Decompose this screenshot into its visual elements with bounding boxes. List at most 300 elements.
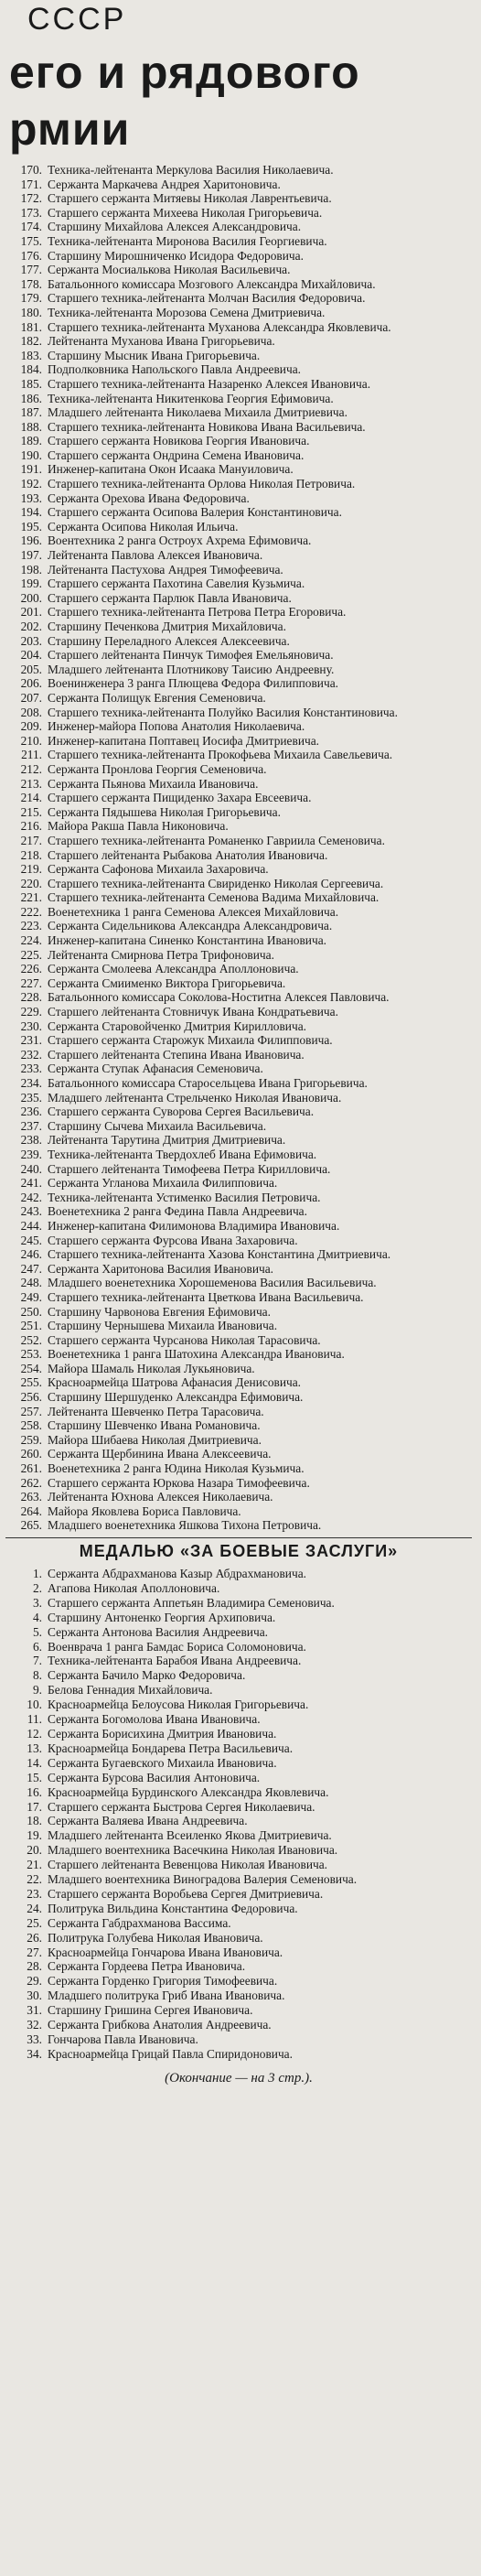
entry-text: Сержанта Габдрахманова Вассима. [48,1915,231,1930]
entry-number: 170. [20,163,42,177]
entry-text: Сержанта Орехова Ивана Федоровича. [48,490,250,505]
entry-number: 190. [20,447,42,462]
list-item [5,1828,472,1843]
list-item [5,1262,472,1277]
list-item [5,1390,472,1405]
entry-number: 250. [20,1304,42,1319]
entry-text: Сержанта Харитонова Василия Ивановича. [48,1261,274,1276]
entry-text: Младшего лейтенанта Стрельченко Николая Ивановича. [48,1090,342,1105]
list-item [5,1567,472,1581]
list-item [5,719,472,734]
entry-number: 228. [20,990,42,1005]
entry-number: 1. [32,1567,42,1580]
entry-text: Инженер-капитана Поптавец Иосифа Дмитриевича. [48,733,320,748]
entry-text: Сержанта Грибкова Анатолия Андреевича. [48,2018,272,2032]
entry-text: Старшего сержанта Старожук Михаила Филипповича. [48,1033,333,1048]
entry-text: Старшего техника-лейтенанта Свириденко Николая Сергеевича. [48,876,384,890]
entry-text: Подполковника Напольского Павла Андреевича. [48,362,301,377]
list-item [5,2047,472,2062]
entry-number: 196. [20,534,42,548]
list-item [5,1191,472,1205]
list-item [5,1611,472,1625]
entry-text: Старшего сержанта Аппетьян Владимира Семеновича. [48,1595,335,1610]
entry-number: 173. [20,205,42,220]
entry-text: Военетехника 2 ранга Федина Павла Андреевича. [48,1204,307,1219]
entry-text: Майора Шибаева Николая Дмитриевича. [48,1432,262,1447]
entry-text: Военетехника 1 ранга Семенова Алексея Михайловича. [48,904,339,919]
entry-text: Старшего сержанта Ондрина Семена Ивановича. [48,447,305,462]
list-item [5,1518,472,1533]
entry-text: Майора Яковлева Бориса Павловича. [48,1504,241,1518]
entry-text: Сержанта Бачило Марко Федоровича. [48,1668,246,1683]
entry-text: Военинженера 3 ранга Плющева Федора Филипповича. [48,676,339,691]
list-item [5,206,472,221]
entry-number: 233. [20,1062,42,1076]
entry-text: Красноармейца Бондарева Петра Васильевича. [48,1741,294,1755]
list-item [5,1974,472,1989]
list-item [5,777,472,792]
list-item [5,834,472,848]
list-item [5,1800,472,1815]
entry-number: 4. [32,1610,42,1624]
entry-number: 235. [20,1090,42,1105]
list-item [5,1727,472,1741]
entry-number: 172. [20,191,42,206]
list-item [5,306,472,320]
entry-text: Старшину Гришина Сергея Ивановича. [48,2003,253,2018]
list-item [5,962,472,976]
entry-number: 17. [27,1799,42,1814]
list-item [5,591,472,606]
list-item [5,706,472,720]
entry-text: Гончарова Павла Ивановича. [48,2032,198,2046]
entry-number: 245. [20,1233,42,1247]
list-item [5,1076,472,1091]
entry-number: 231. [20,1033,42,1048]
list-item [5,691,472,706]
list-item [5,520,472,534]
list-item [5,2018,472,2032]
list-item [5,848,472,863]
entry-number: 265. [20,1518,42,1533]
entry-text: Старшину Чернышева Михаила Ивановича. [48,1319,278,1333]
entry-number: 24. [27,1901,42,1915]
list-item [5,1741,472,1756]
entry-number: 197. [20,548,42,563]
entry-text: Старшего лейтенанта Рыбакова Анатолия Ивановича. [48,847,328,862]
list-item [5,1872,472,1887]
list-item [5,263,472,277]
entry-text: Техника-лейтенанта Меркулова Василия Николаевича. [48,163,334,177]
entry-number: 256. [20,1390,42,1405]
entry-number: 181. [20,319,42,334]
list-item [5,1418,472,1433]
entry-text: Батальонного комиссара Мозгового Александра Михайловича. [48,276,376,291]
entry-number: 185. [20,376,42,391]
entry-text: Сержанта Бурсова Василия Антоновича. [48,1770,261,1784]
entry-text: Младшего военетехника Яшкова Тихона Петровича. [48,1518,322,1533]
entry-number: 20. [27,1843,42,1858]
entry-text: Воентехника 2 ранга Остроух Ахрема Ефимовича. [48,534,312,548]
list-item [5,1989,472,2003]
list-item [5,349,472,363]
entry-text: Старшего сержанта Парлюк Павла Ивановича. [48,590,292,605]
entry-number: 239. [20,1147,42,1161]
header-line-2: его и рядового [9,47,360,98]
list-item [5,1771,472,1785]
entry-text: Инженер-капитана Филимонова Владимира Ивановича. [48,1218,340,1233]
medal-section-title: МЕДАЛЬЮ «ЗА БОЕВЫЕ ЗАСЛУГИ» [79,1542,399,1560]
entry-text: Красноармейца Шатрова Афанасия Денисовича. [48,1375,302,1390]
entry-number: 16. [27,1784,42,1799]
list-item [5,434,472,448]
list-item [5,990,472,1005]
list-item [5,905,472,920]
entry-number: 238. [20,1133,42,1148]
entry-number: 186. [20,391,42,405]
entry-text: Красноармейца Гончарова Ивана Ивановича. [48,1945,283,1959]
entry-number: 224. [20,933,42,948]
entry-text: Майора Шамаль Николая Лукьяновича. [48,1361,255,1375]
entry-number: 31. [27,2003,42,2018]
entry-number: 251. [20,1319,42,1333]
entry-number: 22. [27,1872,42,1887]
list-item [5,1005,472,1019]
entry-text: Сержанта Валяева Ивана Андреевича. [48,1814,248,1828]
list-item [5,1916,472,1931]
entry-text: Белова Геннадия Михайловича. [48,1683,213,1698]
entry-text: Старшего лейтенанта Пинчук Тимофея Емельяновича. [48,648,334,663]
list-item [5,634,472,649]
entry-text: Старшего сержанта Осипова Валерия Константиновича. [48,505,342,520]
entry-text: Старшего сержанта Новикова Георгия Ивановича. [48,434,310,448]
entry-text: Сержанта Пронлова Георгия Семеновича. [48,761,267,776]
entry-text: Сержанта Богомолова Ивана Ивановича. [48,1712,261,1727]
list-item [5,1290,472,1305]
entry-text: Техника-лейтенанта Миронова Василия Георгиевича. [48,233,327,248]
entry-text: Младшего воентехника Васечкина Николая Ивановича. [48,1843,338,1858]
list-item [5,1490,472,1504]
entry-text: Сержанта Антонова Василия Андреевича. [48,1624,268,1639]
list-item [5,1931,472,1945]
entry-text: Батальонного комиссара Старосельцева Ивана Григорьевича. [48,1076,368,1090]
list-item [5,1162,472,1177]
entry-number: 177. [20,263,42,277]
list-item [5,1683,472,1698]
entry-number: 230. [20,1019,42,1033]
list-item [5,1105,472,1119]
list-item [5,1640,472,1654]
entry-number: 217. [20,833,42,847]
entry-text: Лейтенанта Тарутина Дмитрия Дмитриевича. [48,1133,286,1148]
entry-text: Лейтенанта Шевченко Петра Тарасовича. [48,1404,264,1418]
entry-number: 241. [20,1176,42,1191]
list-item [5,919,472,933]
list-item [5,1062,472,1076]
entry-number: 192. [20,477,42,491]
entry-number: 208. [20,705,42,719]
entry-text: Старшего техника-лейтенанта Полуйко Василия Константиновича. [48,705,398,719]
entry-number: 248. [20,1276,42,1290]
list-item [5,819,472,834]
entry-text: Старшего техника-лейтенанта Хазова Константина Дмитриевича. [48,1247,391,1262]
entry-text: Старшину Михайлова Алексея Александровича. [48,220,302,234]
entry-number: 199. [20,577,42,591]
entry-text: Агапова Николая Аполлоновича. [48,1580,220,1595]
list-item [5,1476,472,1491]
entry-number: 253. [20,1347,42,1362]
entry-text: Старшину Переладного Алексея Алексеевича. [48,633,290,648]
entry-number: 211. [21,748,42,762]
entry-number: 18. [27,1814,42,1828]
entry-text: Сержанта Смолеева Александра Аполлоновича. [48,962,299,976]
entry-text: Старшего техника-лейтенанта Молчан Василия Федоровича. [48,291,366,306]
entry-text: Техника-лейтенанта Никитенкова Георгия Ефимовича. [48,391,334,405]
award-list-orders [5,163,472,1533]
entry-text: Старшину Печенкова Дмитрия Михайловича. [48,620,286,633]
entry-number: 183. [20,348,42,362]
entry-text: Сержанта Щербинина Ивана Алексеевича. [48,1447,272,1461]
list-item [5,420,472,435]
entry-number: 34. [27,2046,42,2061]
list-item [5,976,472,991]
list-item [5,548,472,563]
list-item [5,1247,472,1262]
entry-text: Сержанта Гордеева Петра Ивановича. [48,1959,246,1974]
entry-number: 27. [27,1945,42,1959]
entry-text: Техника-лейтенанта Морозова Семена Дмитриевича. [48,305,326,319]
entry-number: 11. [27,1712,42,1727]
list-item [5,477,472,491]
header-line-1: ССCР [27,2,127,37]
entry-number: 175. [20,233,42,248]
entry-number: 210. [20,733,42,748]
list-item [5,1133,472,1148]
list-item [5,1902,472,1916]
list-item [5,392,472,406]
list-item [5,1219,472,1234]
list-item [5,505,472,520]
entry-number: 6. [32,1639,42,1654]
entry-text: Старшего сержанта Чурсанова Николая Тарасовича. [48,1332,321,1347]
list-item [5,1668,472,1683]
entry-text: Сержанта Пьянова Михаила Ивановича. [48,776,259,791]
list-item [5,2003,472,2018]
entry-number: 255. [20,1375,42,1390]
entry-text: Старшего сержанта Фурсова Ивана Захаровича. [48,1233,298,1247]
list-item [5,291,472,306]
entry-number: 12. [27,1726,42,1741]
list-item [5,320,472,335]
list-item [5,1362,472,1376]
list-item [5,1204,472,1219]
list-item [5,1858,472,1872]
entry-text: Старшину Мысник Ивана Григорьевича. [48,348,261,362]
list-item [5,862,472,877]
list-item [5,1581,472,1596]
entry-number: 257. [20,1404,42,1418]
list-item [5,805,472,820]
entry-text: Старшего сержанта Юркова Назара Тимофеевича. [48,1475,310,1490]
page-header [5,0,472,163]
entry-number: 243. [20,1204,42,1219]
entry-text: Старшего сержанта Пахотина Савелия Кузьмича. [48,577,305,591]
entry-text: Сержанта Бугаевского Михаила Ивановича. [48,1755,277,1770]
entry-text: Старшину Мирошниченко Исидора Федоровича. [48,248,304,263]
list-item [5,1405,472,1419]
entry-text: Сержанта Борисихина Дмитрия Ивановича. [48,1726,277,1741]
entry-text: Старшего сержанта Суворова Сергея Васильевича. [48,1105,315,1119]
list-item [5,1176,472,1191]
entry-number: 262. [20,1475,42,1490]
entry-text: Красноармейца Грицай Павла Спиридоновича. [48,2046,293,2061]
entry-text: Батальонного комиссара Соколова-Ноститна Алексея Павловича. [48,990,390,1005]
entry-text: Сержанта Маркачева Андрея Харитоновича. [48,177,281,191]
entry-number: 242. [20,1190,42,1204]
entry-number: 188. [20,419,42,434]
list-item [5,1347,472,1362]
entry-text: Старшего техника-лейтенанта Прокофьева Михаила Савельевича. [48,748,393,762]
list-item [5,762,472,777]
list-item [5,191,472,206]
entry-text: Сержанта Ступак Афанасия Семеновича. [48,1062,263,1076]
list-item [5,405,472,420]
list-item [5,1756,472,1771]
entry-text: Старшего техника-лейтенанта Романенко Гавриила Семеновича. [48,833,385,847]
list-item [5,877,472,891]
entry-number: 203. [20,633,42,648]
entry-number: 209. [20,719,42,734]
entry-number: 219. [20,862,42,877]
header-line-3: рмии [9,103,131,155]
entry-number: 182. [20,334,42,349]
list-item [5,1091,472,1105]
entry-text: Старшего сержанта Митяевы Николая Лаврентьевича. [48,191,332,206]
entry-number: 10. [27,1698,42,1712]
entry-text: Старшего техника-лейтенанта Новикова Ивана Васильевича. [48,419,366,434]
entry-number: 221. [20,890,42,905]
entry-text: Старшего техника-лейтенанта Назаренко Алексея Ивановича. [48,376,371,391]
entry-text: Сержанта Смиименко Виктора Григорьевича. [48,975,286,990]
entry-text: Майора Ракша Павла Никоновича. [48,819,229,834]
entry-number: 193. [20,490,42,505]
entry-number: 260. [20,1447,42,1461]
entry-number: 14. [27,1755,42,1770]
entry-number: 28. [27,1959,42,1974]
entry-text: Младшего военетехника Хорошеменова Василия Васильевича. [48,1276,377,1290]
entry-text: Старшего лейтенанта Стовничук Ивана Кондратьевича. [48,1005,338,1019]
entry-number: 13. [27,1741,42,1755]
entry-text: Сержанта Полищук Евгения Семеновича. [48,690,266,705]
entry-number: 8. [32,1668,42,1683]
entry-number: 7. [32,1654,42,1668]
entry-number: 222. [20,904,42,919]
list-item [5,1814,472,1828]
list-item [5,1504,472,1519]
list-item [5,448,472,463]
list-item [5,1019,472,1034]
entry-number: 178. [20,276,42,291]
entry-text: Старшего сержанта Пищиденко Захара Евсеевича. [48,791,312,805]
entry-number: 244. [20,1218,42,1233]
entry-text: Сержанта Мосиалькова Николая Васильевича. [48,263,291,277]
list-item [5,676,472,691]
entry-text: Старшину Шевченко Ивана Романовича. [48,1418,261,1433]
entry-number: 19. [27,1828,42,1843]
entry-number: 229. [20,1005,42,1019]
entry-number: 249. [20,1289,42,1304]
entry-number: 232. [20,1047,42,1062]
entry-text: Лейтенанта Павлова Алексея Ивановича. [48,548,263,563]
entry-number: 176. [20,248,42,263]
entry-number: 29. [27,1974,42,1989]
entry-text: Военетехника 1 ранга Шатохина Александра Ивановича. [48,1347,345,1362]
list-item [5,620,472,634]
entry-number: 207. [20,690,42,705]
list-item [5,234,472,249]
list-item [5,462,472,477]
entry-number: 212. [20,761,42,776]
list-item [5,220,472,234]
entry-number: 171. [20,177,42,191]
entry-text: Старшего лейтенанта Тимофеева Петра Кирилловича. [48,1161,331,1176]
entry-text: Лейтенанта Смирнова Петра Трифоновича. [48,947,274,962]
entry-text: Старшину Шершуденко Александра Ефимовича. [48,1390,304,1405]
entry-number: 258. [20,1418,42,1433]
entry-text: Старшего лейтенанта Вевенцова Николая Ивановича. [48,1858,328,1872]
entry-text: Младшего лейтенанта Плотникову Таисию Андреевну. [48,662,335,676]
list-item [5,933,472,948]
entry-text: Младшего лейтенанта Всеиленко Якова Дмитриевича. [48,1828,332,1843]
list-item [5,1375,472,1390]
entry-number: 254. [20,1361,42,1375]
entry-number: 234. [20,1076,42,1090]
entry-number: 214. [20,791,42,805]
entry-number: 179. [20,291,42,306]
entry-number: 23. [27,1886,42,1901]
entry-text: Старшего техника-лейтенанта Петрова Петра Егоровича. [48,605,347,620]
list-item [5,1333,472,1348]
list-item [5,563,472,577]
list-item [5,1596,472,1611]
list-item [5,1959,472,1974]
list-item [5,1698,472,1712]
entry-text: Младшего воентехника Виноградова Валерия Семеновича. [48,1872,358,1887]
list-item [5,1234,472,1248]
entry-number: 225. [20,947,42,962]
entry-number: 223. [20,919,42,933]
entry-number: 226. [20,962,42,976]
continuation-note: (Окончание — на 3 стр.). [165,2070,313,2086]
entry-number: 2. [32,1580,42,1595]
entry-text: Сержанта Пядышева Николая Григорьевича. [48,804,281,819]
list-item [5,748,472,762]
entry-number: 5. [32,1624,42,1639]
entry-text: Сержанта Сафонова Михаила Захаровича. [48,862,269,877]
entry-number: 252. [20,1332,42,1347]
list-item [5,491,472,506]
list-item [5,1433,472,1448]
list-item [5,1945,472,1960]
list-item [5,534,472,548]
entry-number: 218. [20,847,42,862]
entry-number: 198. [20,562,42,577]
entry-text: Старшину Чарвонова Евгения Ефимовича. [48,1304,271,1319]
list-item [5,1048,472,1062]
entry-number: 191. [20,462,42,477]
list-item [5,1887,472,1902]
entry-text: Лейтенанта Юхнова Алексея Николаевича. [48,1490,273,1504]
